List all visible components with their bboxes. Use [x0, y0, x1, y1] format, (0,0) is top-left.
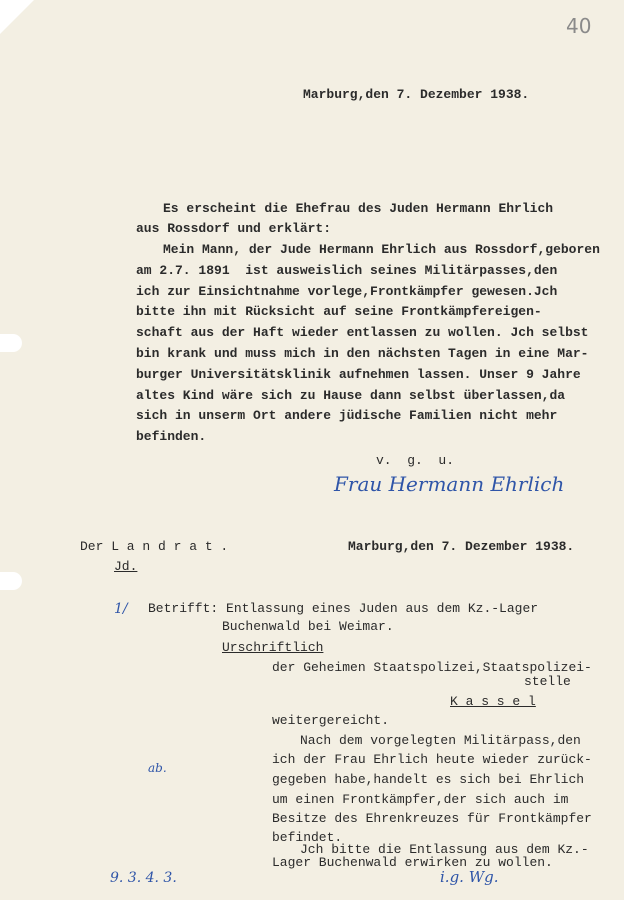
punch-hole-top	[0, 334, 22, 352]
body1-line-2: am 2.7. 1891 ist ausweislich seines Militärpasses,den	[136, 263, 558, 278]
body1-line-3: ich zur Einsichtnahme vorlege,Frontkämpfer gewesen.Jch	[136, 284, 558, 299]
body1-line-5: schaft aus der Haft wieder entlassen zu wollen. Jch selbst	[136, 325, 589, 340]
dateline-1: Marburg,den 7. Dezember 1938.	[303, 87, 530, 102]
initials: i.g. Wg.	[440, 868, 499, 886]
forwarded: weitergereicht.	[272, 713, 390, 728]
closing-line-2: Lager Buchenwald erwirken zu wollen.	[272, 855, 553, 870]
dateline-2: Marburg,den 7. Dezember 1938.	[348, 539, 575, 554]
reference: Jd.	[114, 559, 138, 574]
body2-line-5: Besitze des Ehrenkreuzes für Frontkämpfer	[272, 811, 592, 826]
body2-line-4: um einen Frontkämpfer,der sich auch im	[272, 792, 569, 807]
signature: Frau Hermann Ehrlich	[334, 472, 565, 496]
body1-line-4: bitte ihn mit Rücksicht auf seine Frontkämpfereigen-	[136, 304, 542, 319]
item-mark: 1/	[114, 601, 128, 617]
body1-line-1: Mein Mann, der Jude Hermann Ehrlich aus Rossdorf,geboren	[163, 242, 600, 257]
intro-line-2: aus Rossdorf und erklärt:	[136, 221, 332, 236]
vgu-mark: v. g. u.	[376, 453, 455, 468]
body2-line-2: ich der Frau Ehrlich heute wieder zurück-	[272, 752, 592, 767]
body1-line-8: altes Kind wäre sich zu Hause dann selbst überlassen,da	[136, 388, 566, 403]
city: K a s s e l	[450, 694, 536, 709]
page-number: 40	[566, 14, 592, 38]
body2-line-3: gegeben habe,handelt es sich bei Ehrlich	[272, 772, 585, 787]
punch-hole-bottom	[0, 572, 22, 590]
intro-line-1: Es erscheint die Ehefrau des Juden Hermann Ehrlich	[163, 201, 554, 216]
body1-line-7: burger Universitätsklinik aufnehmen lassen. Unser 9 Jahre	[136, 367, 581, 382]
urschriftlich: Urschriftlich	[222, 640, 324, 655]
addressee-line-2: stelle	[524, 674, 571, 689]
closing-line-1: Jch bitte die Entlassung aus dem Kz.-	[300, 842, 589, 857]
margin-note: ab.	[148, 761, 167, 775]
body1-line-9: sich in unserm Ort andere jüdische Familien nicht mehr	[136, 408, 558, 423]
body1-line-10: befinden.	[136, 429, 207, 444]
body1-line-6: bin krank und muss mich in den nächsten Tagen in eine Mar-	[136, 346, 589, 361]
body2-line-6: befindet.	[272, 830, 343, 845]
bottom-date-note: 9. 3. 4. 3.	[110, 870, 177, 886]
body2-line-1: Nach dem vorgelegten Militärpass,den	[300, 733, 581, 748]
subject-line-2: Buchenwald bei Weimar.	[222, 619, 394, 634]
subject-line-1: Betrifft: Entlassung eines Juden aus dem Kz.-Lager	[148, 601, 539, 616]
sender: Der L a n d r a t .	[80, 539, 229, 554]
folded-corner	[0, 0, 34, 34]
addressee-line-1: der Geheimen Staatspolizei,Staatspolizei-	[272, 660, 592, 675]
